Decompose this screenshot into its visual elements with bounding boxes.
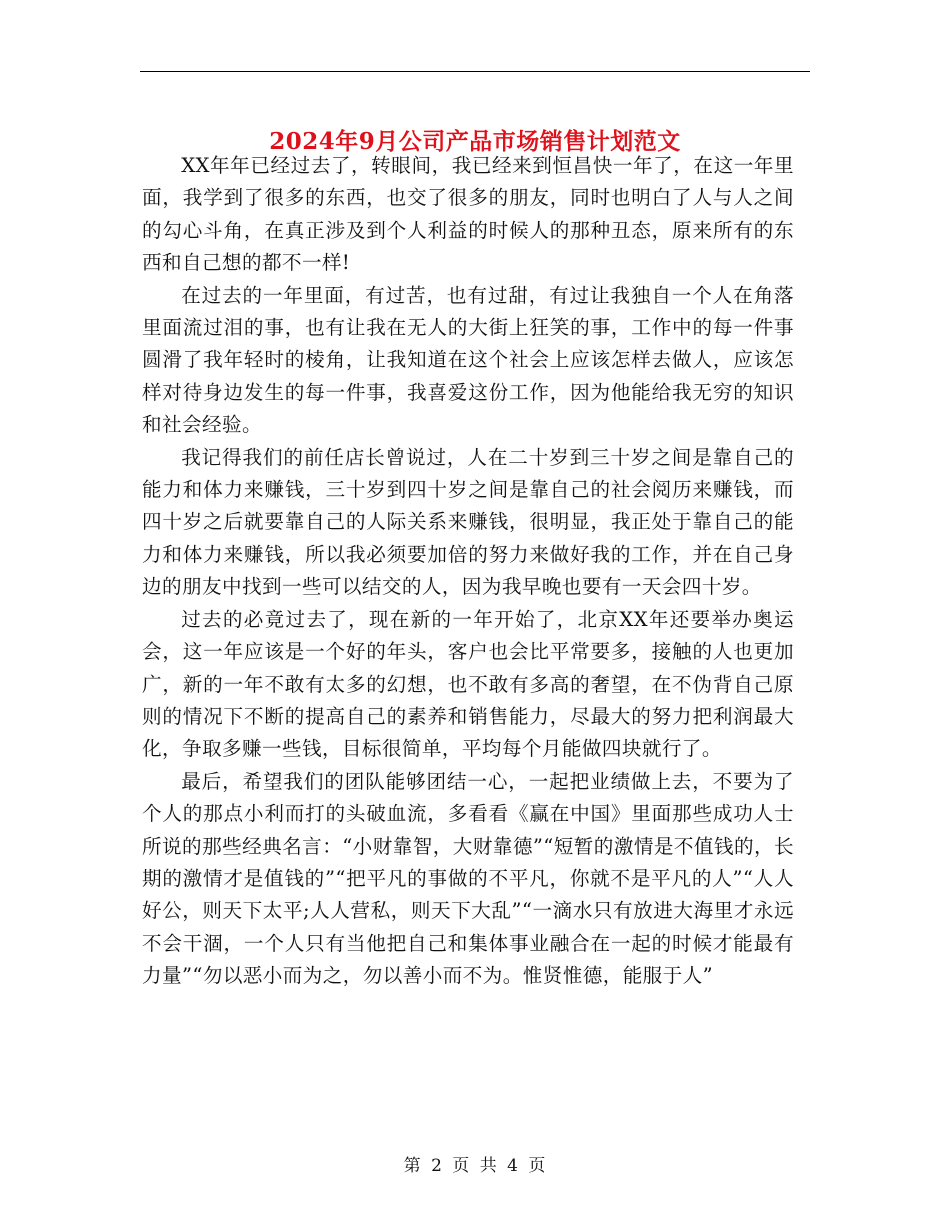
paragraph-4: 过去的必竟过去了，现在新的一年开始了，北京XX年还要举办奥运会，这一年应该是一个好的年头，客户也会比平常要多，接触的人也更加广，新的一年不敢有太多的幻想，也不敢有多高的奢望，在不伪背自己原则的情况下不断的提高自己的素养和销售能力，尽最大的努力把利润最大化，争取多赚一些钱，目标很简单，平均每个月能做四块就行了。 xyxy=(142,607,794,761)
page-number-footer: 第 2 页 共 4 页 xyxy=(403,1156,547,1176)
document-title: 2024年9月公司产品市场销售计划范文 xyxy=(269,128,681,156)
paragraph-3: 我记得我们的前任店长曾说过，人在二十岁到三十岁之间是靠自己的能力和体力来赚钱，三十岁到四十岁之间是靠自己的社会阅历来赚钱，而四十岁之后就要靠自己的人际关系来赚钱，很明显，我正处于靠自己的能力和体力来赚钱，所以我必须要加倍的努力来做好我的工作，并在自己身边的朋友中找到一些可以结交的人，因为我早晚也要有一天会四十岁。 xyxy=(142,445,794,599)
paragraph-5: 最后，希望我们的团队能够团结一心，一起把业绩做上去，不要为了个人的那点小利而打的头破血流，多看看《赢在中国》里面那些成功人士所说的那些经典名言：“小财靠智，大财靠德”“短暂的激情是不值钱的，长期的激情才是值钱的”“把平凡的事做的不平凡，你就不是平凡的人”“人人好公，则天下太平;人人营私，则天下大乱”“一滴水只有放进大海里才永远不会干涸，一个人只有当他把自己和集体事业融合在一起的时候才能最有力量”“勿以恶小而为之，勿以善小而不为。惟贤惟德，能服于人” xyxy=(142,769,794,988)
paragraph-2: 在过去的一年里面，有过苦，也有过甜，有过让我独自一个人在角落里面流过泪的事，也有让我在无人的大街上狂笑的事，工作中的每一件事圆滑了我年轻时的棱角，让我知道在这个社会上应该怎样去做人，应该怎样对待身边发生的每一件事，我喜爱这份工作，因为他能给我无穷的知识和社会经验。 xyxy=(142,283,794,437)
document-body xyxy=(142,150,794,993)
paragraph-1: XX年年已经过去了，转眼间，我已经来到恒昌快一年了，在这一年里面，我学到了很多的东西，也交了很多的朋友，同时也明白了人与人之间的勾心斗角，在真正涉及到个人利益的时候人的那种丑态，原来所有的东西和自己想的都不一样! xyxy=(142,154,794,275)
header-rule xyxy=(140,71,810,72)
